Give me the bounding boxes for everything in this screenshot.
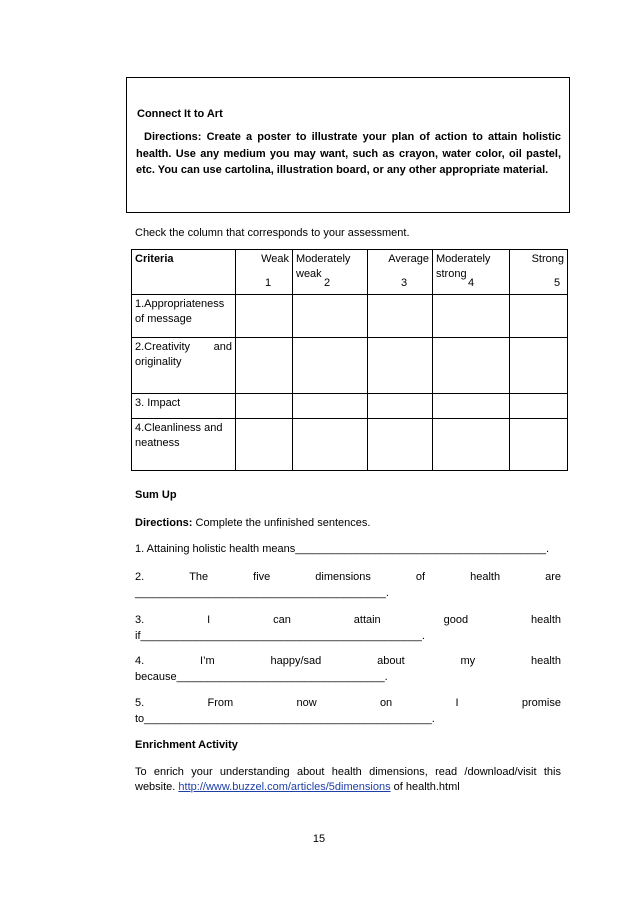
art-title: Connect It to Art [137, 108, 223, 120]
rating-cell[interactable] [510, 394, 568, 419]
rating-cell[interactable] [293, 419, 368, 471]
check-instruction: Check the column that corresponds to your assessment. [135, 227, 410, 239]
page-number: 15 [312, 833, 326, 845]
rating-cell[interactable] [236, 338, 293, 394]
enrichment-title: Enrichment Activity [135, 739, 238, 751]
sentence-2: 2. The five dimensions of health are [135, 571, 561, 583]
rating-cell[interactable] [433, 419, 510, 471]
sentence-3: 3. I can attain good health [135, 614, 561, 626]
col-moderately-strong: Moderately strong 4 [433, 250, 510, 295]
enrichment-text-line2: website. http://www.buzzel.com/articles/5dimensions of health.html [135, 781, 460, 793]
col-moderately-weak: Moderately weak 2 [293, 250, 368, 295]
col-weak: Weak 1 [236, 250, 293, 295]
rating-cell[interactable] [368, 295, 433, 338]
table-row [132, 295, 568, 338]
table-row [132, 338, 568, 394]
assessment-table [131, 249, 568, 471]
rating-cell[interactable] [236, 394, 293, 419]
table-header-row [132, 250, 568, 295]
criteria-cell: 1.Appropriateness of message [132, 295, 236, 338]
enrichment-link[interactable]: http://www.buzzel.com/articles/5dimensions [178, 781, 391, 793]
rating-cell[interactable] [510, 419, 568, 471]
sumup-directions: Directions: Complete the unfinished sentences. [135, 517, 371, 529]
sentence-5: 5. From now on I promise [135, 697, 561, 709]
criteria-header: Criteria [132, 250, 236, 295]
rating-cell[interactable] [368, 338, 433, 394]
rating-cell[interactable] [236, 295, 293, 338]
rating-cell[interactable] [368, 394, 433, 419]
table-row [132, 419, 568, 471]
criteria-cell: 2.Creativity and originality [132, 338, 236, 394]
sumup-title: Sum Up [135, 489, 177, 501]
rating-cell[interactable] [510, 295, 568, 338]
rating-cell[interactable] [368, 419, 433, 471]
art-directions: Directions: Create a poster to illustrate your plan of action to attain holistic health. Use any medium you may want, such as crayon, water color, oil pastel, etc. You can use cartolina, illustration board, or any other appropriate material. [136, 131, 561, 176]
connect-art-box [126, 77, 570, 213]
rating-cell[interactable] [293, 394, 368, 419]
rating-cell[interactable] [433, 394, 510, 419]
enrichment-text-line1: To enrich your understanding about health dimensions, read /download/visit this [135, 766, 561, 778]
rating-cell[interactable] [293, 295, 368, 338]
rating-cell[interactable] [510, 338, 568, 394]
rating-cell[interactable] [293, 338, 368, 394]
sentence-3-blank: if______________________________________________. [135, 630, 425, 642]
rating-cell[interactable] [433, 295, 510, 338]
sentence-5-blank: to_______________________________________________. [135, 713, 435, 725]
sentence-4-blank: because__________________________________. [135, 671, 388, 683]
col-average: Average 3 [368, 250, 433, 295]
col-strong: Strong 5 [510, 250, 568, 295]
rating-cell[interactable] [236, 419, 293, 471]
sentence-1: 1. Attaining holistic health means_________________________________________. [135, 543, 550, 555]
sentence-2-blank: _________________________________________. [135, 587, 389, 599]
sentence-4: 4. I’m happy/sad about my health [135, 655, 561, 667]
criteria-cell: 3. Impact [132, 394, 236, 419]
rating-cell[interactable] [433, 338, 510, 394]
criteria-cell: 4.Cleanliness and neatness [132, 419, 236, 471]
table-row [132, 394, 568, 419]
